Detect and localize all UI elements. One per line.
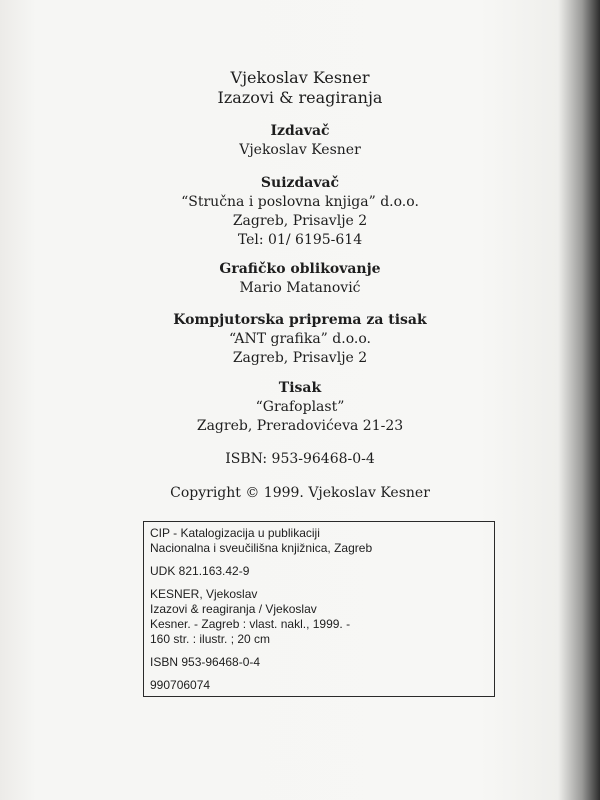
cip-header-line: CIP - Katalogizacija u publikaciji (150, 526, 320, 540)
prepress-section (150, 311, 450, 368)
print-heading: Tisak (278, 380, 322, 396)
prepress-heading: Kompjutorska priprema za tisak (173, 312, 427, 328)
copublisher-address: Zagreb, Prisavlje 2 (232, 213, 368, 229)
cip-library-line: Nacionalna i sveučilišna knjižnica, Zagreb (150, 541, 373, 555)
printer-address: Zagreb, Preradovićeva 21-23 (196, 418, 404, 434)
cip-record-box (143, 521, 495, 697)
design-section (150, 260, 450, 298)
isbn-line (150, 450, 450, 469)
copyright-text: Copyright © 1999. Vjekoslav Kesner (170, 485, 430, 501)
cip-entry-line: 160 str. : ilustr. ; 20 cm (150, 632, 271, 646)
prepress-name: “ANT grafika” d.o.o. (229, 331, 371, 347)
book-title: Izazovi & reagiranja (217, 88, 383, 107)
isbn-text: ISBN: 953-96468-0-4 (225, 451, 375, 467)
print-section (150, 379, 450, 436)
cip-isbn: ISBN 953-96468-0-4 (150, 655, 261, 669)
design-heading: Grafičko oblikovanje (219, 261, 381, 277)
cip-entry-line: Izazovi & reagiranja / Vjekoslav (150, 602, 317, 616)
copublisher-heading: Suizdavač (260, 175, 340, 191)
publisher-name: Vjekoslav Kesner (239, 142, 361, 158)
cip-record-id: 990706074 (150, 678, 211, 692)
cip-entry-line: Kesner. - Zagreb : vlast. nakl., 1999. - (150, 617, 351, 631)
prepress-address: Zagreb, Prisavlje 2 (232, 350, 368, 366)
copublisher-section (150, 174, 450, 250)
copyright-line (150, 484, 450, 503)
cip-entry-line: KESNER, Vjekoslav (150, 587, 258, 601)
designer-name: Mario Matanović (239, 280, 361, 296)
printer-name: “Grafoplast” (255, 399, 345, 415)
author-name: Vjekoslav Kesner (230, 68, 370, 87)
publisher-section (150, 122, 450, 160)
copublisher-name: “Stručna i poslovna knjiga” d.o.o. (181, 194, 419, 210)
copublisher-phone: Tel: 01/ 6195-614 (237, 232, 363, 248)
publisher-heading: Izdavač (270, 123, 330, 139)
cip-udk: UDK 821.163.42-9 (150, 564, 250, 578)
title-block (150, 68, 450, 108)
